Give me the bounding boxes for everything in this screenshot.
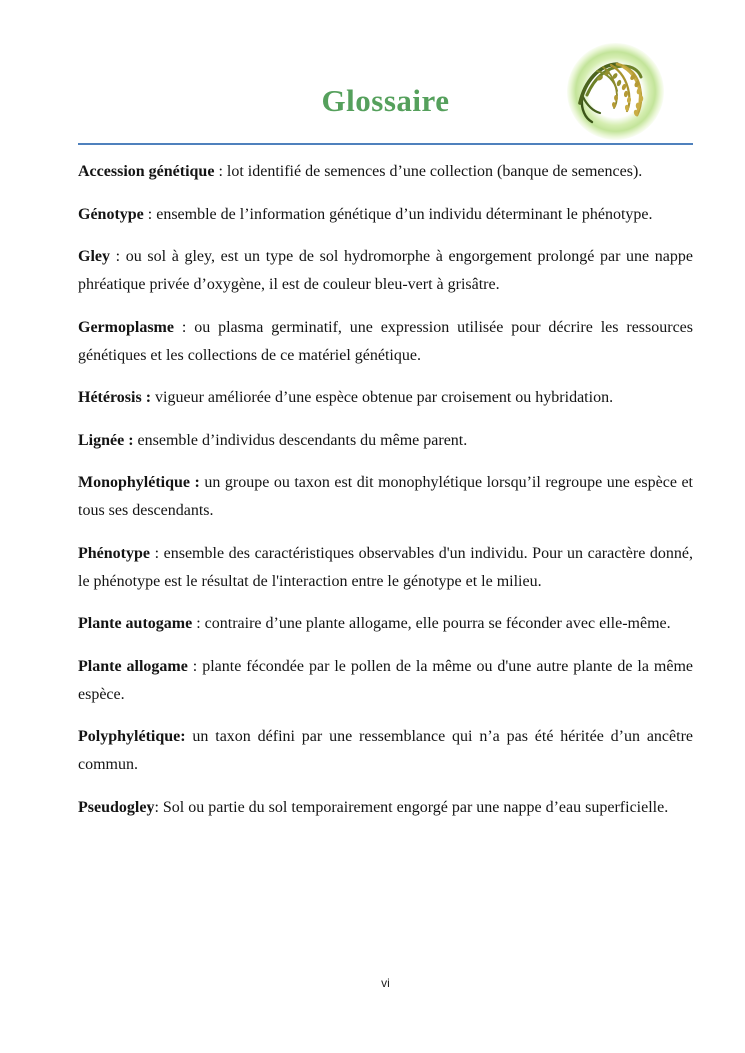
glossary-entry: [78, 794, 693, 822]
glossary-definition: : ou sol à gley, est un type de sol hydromorphe à engorgement prolongé par une nappe phréatique privée d’oxygène, il est de couleur bleu-vert à grisâtre.: [78, 248, 693, 293]
glossary-definition: un groupe ou taxon est dit monophylétique lorsqu’il regroupe une espèce et tous ses descendants.: [78, 474, 694, 519]
glossary-definition: ensemble d’individus descendants du même parent.: [133, 431, 468, 449]
glossary-entry: [78, 540, 693, 596]
glossary-definition: : contraire d’une plante allogame, elle pourra se féconder avec elle-même.: [192, 615, 671, 632]
glossary-term: Pseudogley: [78, 798, 155, 816]
glossary-definition: vigueur améliorée d’une espèce obtenue par croisement ou hybridation.: [151, 389, 614, 406]
glossary-definition: : ensemble de l’information génétique d’un individu déterminant le phénotype.: [143, 205, 653, 223]
glossary-term: Monophylétique :: [78, 474, 200, 491]
page-title: Glossaire: [321, 83, 450, 118]
glossary-entry: [78, 384, 693, 412]
glossary-definition: : Sol ou partie du sol temporairement engorgé par une nappe d’eau superficielle.: [154, 798, 669, 816]
glossary-definition: : ensemble des caractéristiques observables d'un individu. Pour un caractère donné, le phénotype est le résultat de l'interaction entre le génotype et le milieu.: [78, 544, 693, 590]
glossary-term: Accession génétique: [78, 163, 215, 180]
glossary-definition: : plante fécondée par le pollen de la même ou d'une autre plante de la même espèce.: [78, 657, 694, 703]
glossary-term: Polyphylétique:: [78, 728, 186, 745]
glossary-term: Génotype: [78, 205, 144, 223]
glossary-entry: [78, 201, 693, 229]
glossary-entry: [78, 723, 693, 779]
glossary-entry: [78, 243, 693, 299]
glossary-entry: [78, 469, 693, 525]
glossary-entry: [78, 158, 693, 186]
glossary-definition: un taxon défini par une ressemblance qui n’a pas été héritée d’un ancêtre commun.: [78, 728, 693, 773]
glossary-definition: : lot identifié de semences d’une collection (banque de semences).: [214, 163, 643, 180]
glossary-entry: [78, 610, 693, 638]
glossary-entry: [78, 427, 693, 455]
glossary-term: Hétérosis :: [78, 389, 152, 406]
glossary-term: Phénotype: [78, 544, 150, 562]
glossary-entry: [78, 314, 693, 370]
title-divider-rule: [78, 143, 693, 145]
glossary-term: Gley: [78, 248, 110, 265]
glossary-list: [78, 158, 693, 836]
page-number: vi: [381, 976, 390, 990]
glossary-entry: [78, 653, 693, 709]
glossary-term: Plante allogame: [78, 657, 188, 675]
glossary-term: Lignée :: [78, 431, 134, 449]
glossary-term: Germoplasme: [78, 318, 174, 336]
glossary-term: Plante autogame: [78, 615, 193, 632]
glossary-definition: : ou plasma germinatif, une expression utilisée pour décrire les ressources génétiques et les collections de ce matériel génétique.: [78, 318, 693, 364]
